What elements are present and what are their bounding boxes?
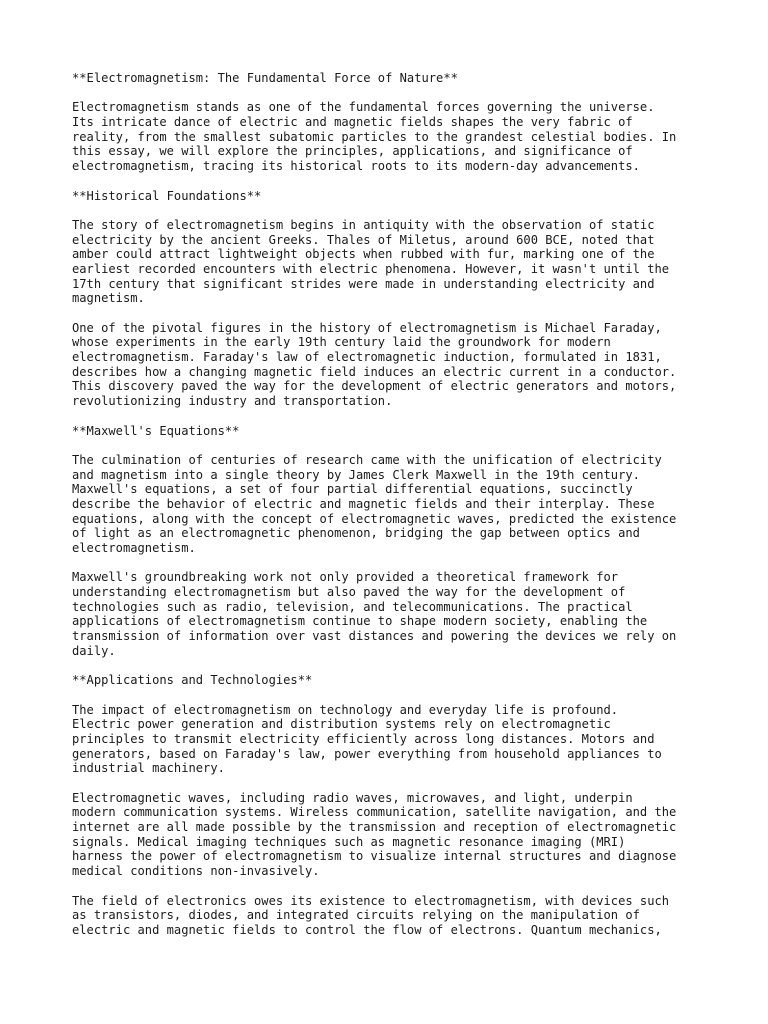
text-line: generators, based on Faraday's law, power everything from household appliances to	[72, 746, 662, 761]
text-line: One of the pivotal figures in the history of electromagnetism is Michael Faraday,	[72, 320, 662, 335]
text-line: Electromagnetism stands as one of the fundamental forces governing the universe.	[72, 100, 655, 115]
text-line: principles to transmit electricity efficiently across long distances. Motors and	[72, 731, 655, 746]
text-line: whose experiments in the early 19th century laid the groundwork for modern	[72, 335, 611, 350]
text-line: electromagnetism.	[72, 541, 196, 555]
text-line: electric and magnetic fields to control the flow of electrons. Quantum mechanics,	[72, 922, 662, 937]
text-line: The culmination of centuries of research came with the unification of electricity	[72, 452, 662, 467]
text-line: understanding electromagnetism but also paved the way for the development of	[72, 585, 626, 600]
text-line: harness the power of electromagnetism to visualize internal structures and diagnose	[72, 849, 677, 864]
text-line: of light as an electromagnetic phenomenon, bridging the gap between optics and	[72, 526, 640, 541]
text-line: transmission of information over vast distances and powering the devices we rely on	[72, 629, 677, 644]
applications-paragraph-3	[72, 894, 712, 938]
text-line: this essay, we will explore the principles, applications, and significance of	[72, 144, 633, 159]
text-line: and magnetism into a single theory by James Clerk Maxwell in the 19th century.	[72, 467, 640, 482]
text-line: industrial machinery.	[72, 761, 225, 776]
text-line: technologies such as radio, television, and telecommunications. The practical	[72, 599, 633, 614]
text-line: Electromagnetic waves, including radio waves, microwaves, and light, underpin	[72, 790, 633, 805]
text-line: reality, from the smallest subatomic particles to the grandest celestial bodies. In	[72, 129, 677, 144]
title-line: **Electromagnetism: The Fundamental Force of Nature**	[72, 71, 458, 85]
heading-line: **Historical Foundations**	[72, 188, 262, 203]
text-line: 17th century that significant strides were made in understanding electricity and	[72, 276, 655, 291]
heading-line: **Maxwell's Equations**	[72, 423, 240, 438]
applications-paragraph-2	[72, 791, 712, 879]
section-heading-maxwell	[72, 424, 712, 439]
section-heading-history	[72, 189, 712, 204]
text-line: signals. Medical imaging techniques such as magnetic resonance imaging (MRI)	[72, 834, 626, 849]
text-line: amber could attract lightweight objects when rubbed with fur, marking one of the	[72, 247, 655, 262]
text-line: internet are all made possible by the transmission and reception of electromagnetic	[72, 820, 677, 835]
text-line: electricity by the ancient Greeks. Thales of Miletus, around 600 BCE, noted that	[72, 232, 655, 247]
text-line: The impact of electromagnetism on technology and everyday life is profound.	[72, 702, 619, 717]
applications-paragraph-1	[72, 703, 712, 776]
document-body	[72, 71, 712, 952]
text-line: equations, along with the concept of electromagnetic waves, predicted the existence	[72, 511, 677, 526]
text-line: This discovery paved the way for the development of electric generators and motors,	[72, 379, 677, 394]
text-line: electromagnetism, tracing its historical roots to its modern-day advancements.	[72, 159, 640, 174]
text-line: Maxwell's groundbreaking work not only provided a theoretical framework for	[72, 570, 619, 585]
text-line: revolutionizing industry and transportation.	[72, 394, 393, 409]
text-line: applications of electromagnetism continue to shape modern society, enabling the	[72, 614, 648, 629]
text-line: Electric power generation and distribution systems rely on electromagnetic	[72, 717, 611, 732]
history-paragraph-2	[72, 321, 712, 409]
section-heading-applications	[72, 673, 712, 688]
text-line: describes how a changing magnetic field induces an electric current in a conductor.	[72, 364, 677, 379]
text-line: The field of electronics owes its existence to electromagnetism, with devices such	[72, 893, 670, 908]
history-paragraph-1	[72, 218, 712, 306]
heading-line: **Applications and Technologies**	[72, 673, 313, 688]
maxwell-paragraph-2	[72, 570, 712, 658]
text-line: magnetism.	[72, 291, 145, 306]
maxwell-paragraph-1	[72, 453, 712, 556]
text-line: earliest recorded encounters with electric phenomena. However, it wasn't until the	[72, 261, 670, 276]
text-line: modern communication systems. Wireless communication, satellite navigation, and the	[72, 805, 677, 820]
text-line: daily.	[72, 643, 116, 658]
text-line: as transistors, diodes, and integrated circuits relying on the manipulation of	[72, 908, 640, 923]
text-line: The story of electromagnetism begins in antiquity with the observation of static	[72, 217, 655, 232]
intro-paragraph	[72, 100, 712, 173]
text-line: Maxwell's equations, a set of four partial differential equations, succinctly	[72, 482, 633, 497]
text-line: electromagnetism. Faraday's law of electromagnetic induction, formulated in 1831,	[72, 350, 662, 365]
text-line: medical conditions non-invasively.	[72, 864, 320, 879]
text-line: Its intricate dance of electric and magnetic fields shapes the very fabric of	[72, 115, 633, 130]
document-title	[72, 71, 712, 86]
text-line: describe the behavior of electric and magnetic fields and their interplay. These	[72, 496, 655, 511]
